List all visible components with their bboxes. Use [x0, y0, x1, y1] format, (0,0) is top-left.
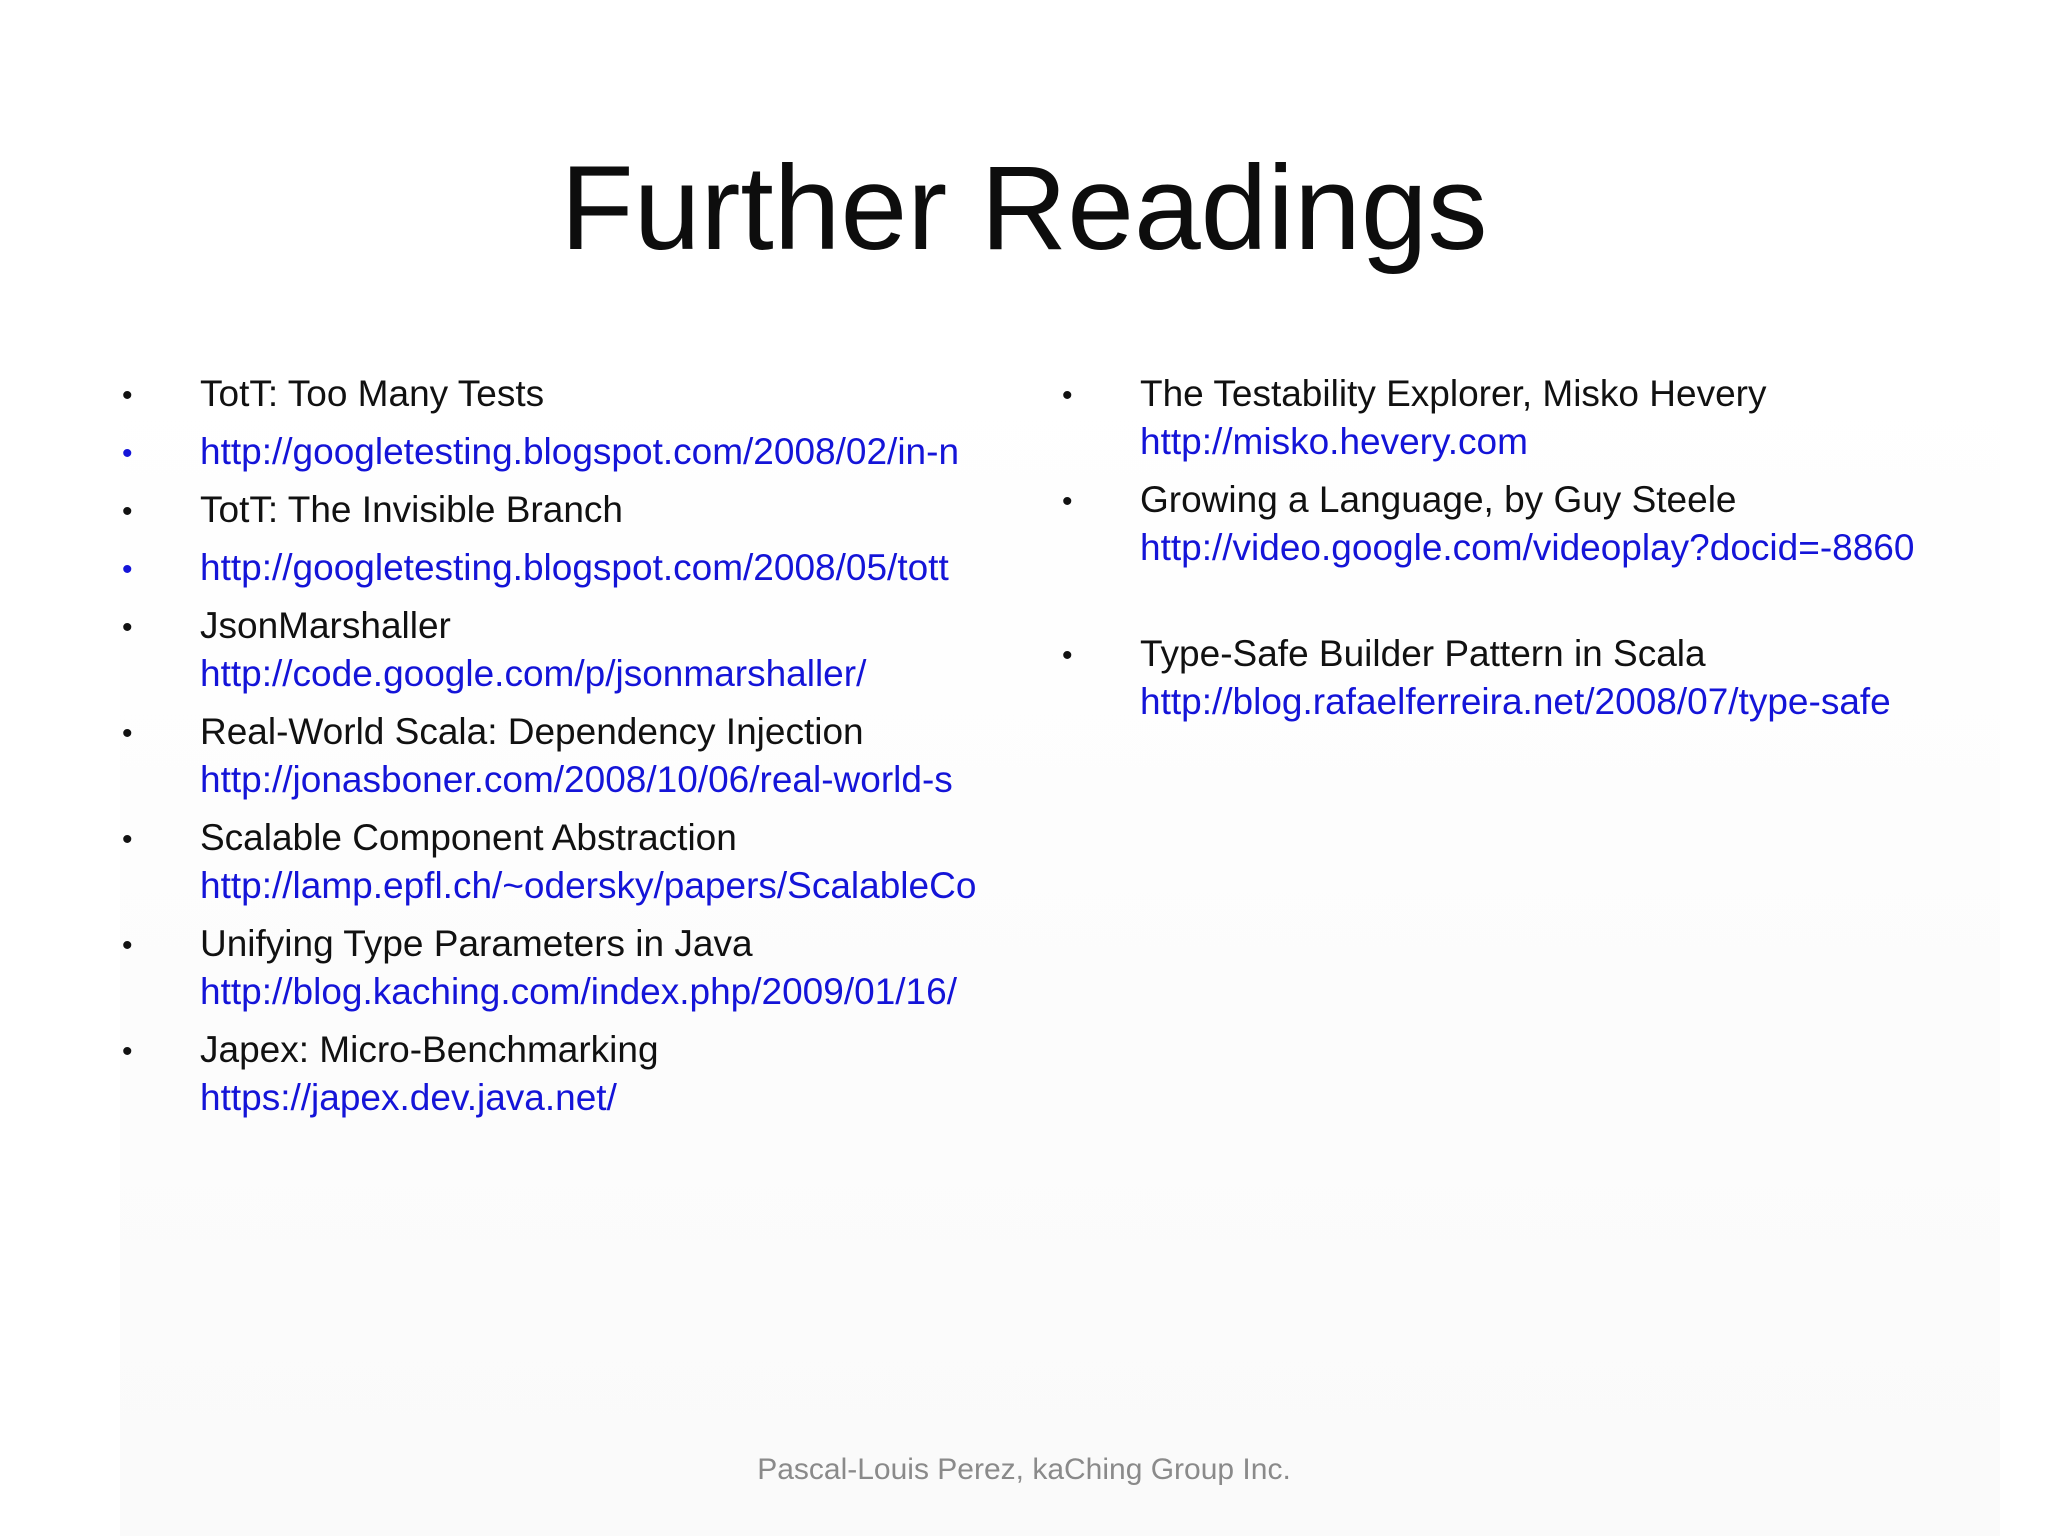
bullet-icon: • — [122, 1035, 133, 1068]
reading-link[interactable]: http://googletesting.blogspot.com/2008/05/tott — [200, 547, 949, 588]
left-reading-list — [110, 370, 988, 1122]
reading-link[interactable]: http://video.google.com/videoplay?docid=-8860 — [1140, 527, 1915, 568]
bullet-icon: • — [122, 553, 133, 586]
bullet-icon: • — [122, 437, 133, 470]
list-item — [110, 708, 988, 804]
reading-title: Real-World Scala: Dependency Injection — [200, 711, 864, 752]
reading-link[interactable]: http://code.google.com/p/jsonmarshaller/ — [200, 653, 867, 694]
slide-footer: Pascal-Louis Perez, kaChing Group Inc. — [757, 1453, 1291, 1486]
bullet-icon: • — [122, 717, 133, 750]
bullet-icon: • — [122, 929, 133, 962]
reading-link[interactable]: http://googletesting.blogspot.com/2008/02/in-n — [200, 431, 960, 472]
list-item — [110, 544, 988, 592]
right-reading-list — [1050, 370, 1930, 726]
reading-title: JsonMarshaller — [200, 605, 451, 646]
reading-link[interactable]: http://misko.hevery.com — [1140, 421, 1528, 462]
list-item — [110, 370, 988, 418]
bullet-icon: • — [122, 379, 133, 412]
reading-title: TotT: The Invisible Branch — [200, 489, 623, 530]
reading-title: Japex: Micro-Benchmarking — [200, 1029, 659, 1070]
bullet-icon: • — [122, 495, 133, 528]
reading-link[interactable]: http://blog.kaching.com/index.php/2009/01/16/ — [200, 971, 957, 1012]
list-item — [1050, 476, 1930, 572]
bullet-icon: • — [1062, 485, 1073, 518]
reading-title: The Testability Explorer, Misko Hevery — [1140, 373, 1767, 414]
bullet-icon: • — [1062, 639, 1073, 672]
list-item — [1050, 630, 1930, 726]
reading-link[interactable]: http://lamp.epfl.ch/~odersky/papers/ScalableCo — [200, 865, 977, 906]
reading-title: Unifying Type Parameters in Java — [200, 923, 753, 964]
list-item — [110, 602, 988, 698]
reading-title: TotT: Too Many Tests — [200, 373, 545, 414]
reading-link[interactable]: http://jonasboner.com/2008/10/06/real-world-s — [200, 759, 953, 800]
list-item — [110, 486, 988, 534]
bullet-icon: • — [122, 611, 133, 644]
list-item — [110, 920, 988, 1016]
reading-link[interactable]: https://japex.dev.java.net/ — [200, 1077, 617, 1118]
reading-title: Growing a Language, by Guy Steele — [1140, 479, 1737, 520]
reading-link[interactable]: http://blog.rafaelferreira.net/2008/07/type-safe — [1140, 681, 1891, 722]
bullet-icon: • — [122, 823, 133, 856]
bullet-icon: • — [1062, 379, 1073, 412]
list-item — [110, 428, 988, 476]
list-item — [110, 1026, 988, 1122]
list-item — [1050, 370, 1930, 466]
reading-title: Scalable Component Abstraction — [200, 817, 737, 858]
slide-title: Further Readings — [560, 141, 1488, 275]
reading-title: Type-Safe Builder Pattern in Scala — [1140, 633, 1706, 674]
list-item — [110, 814, 988, 910]
